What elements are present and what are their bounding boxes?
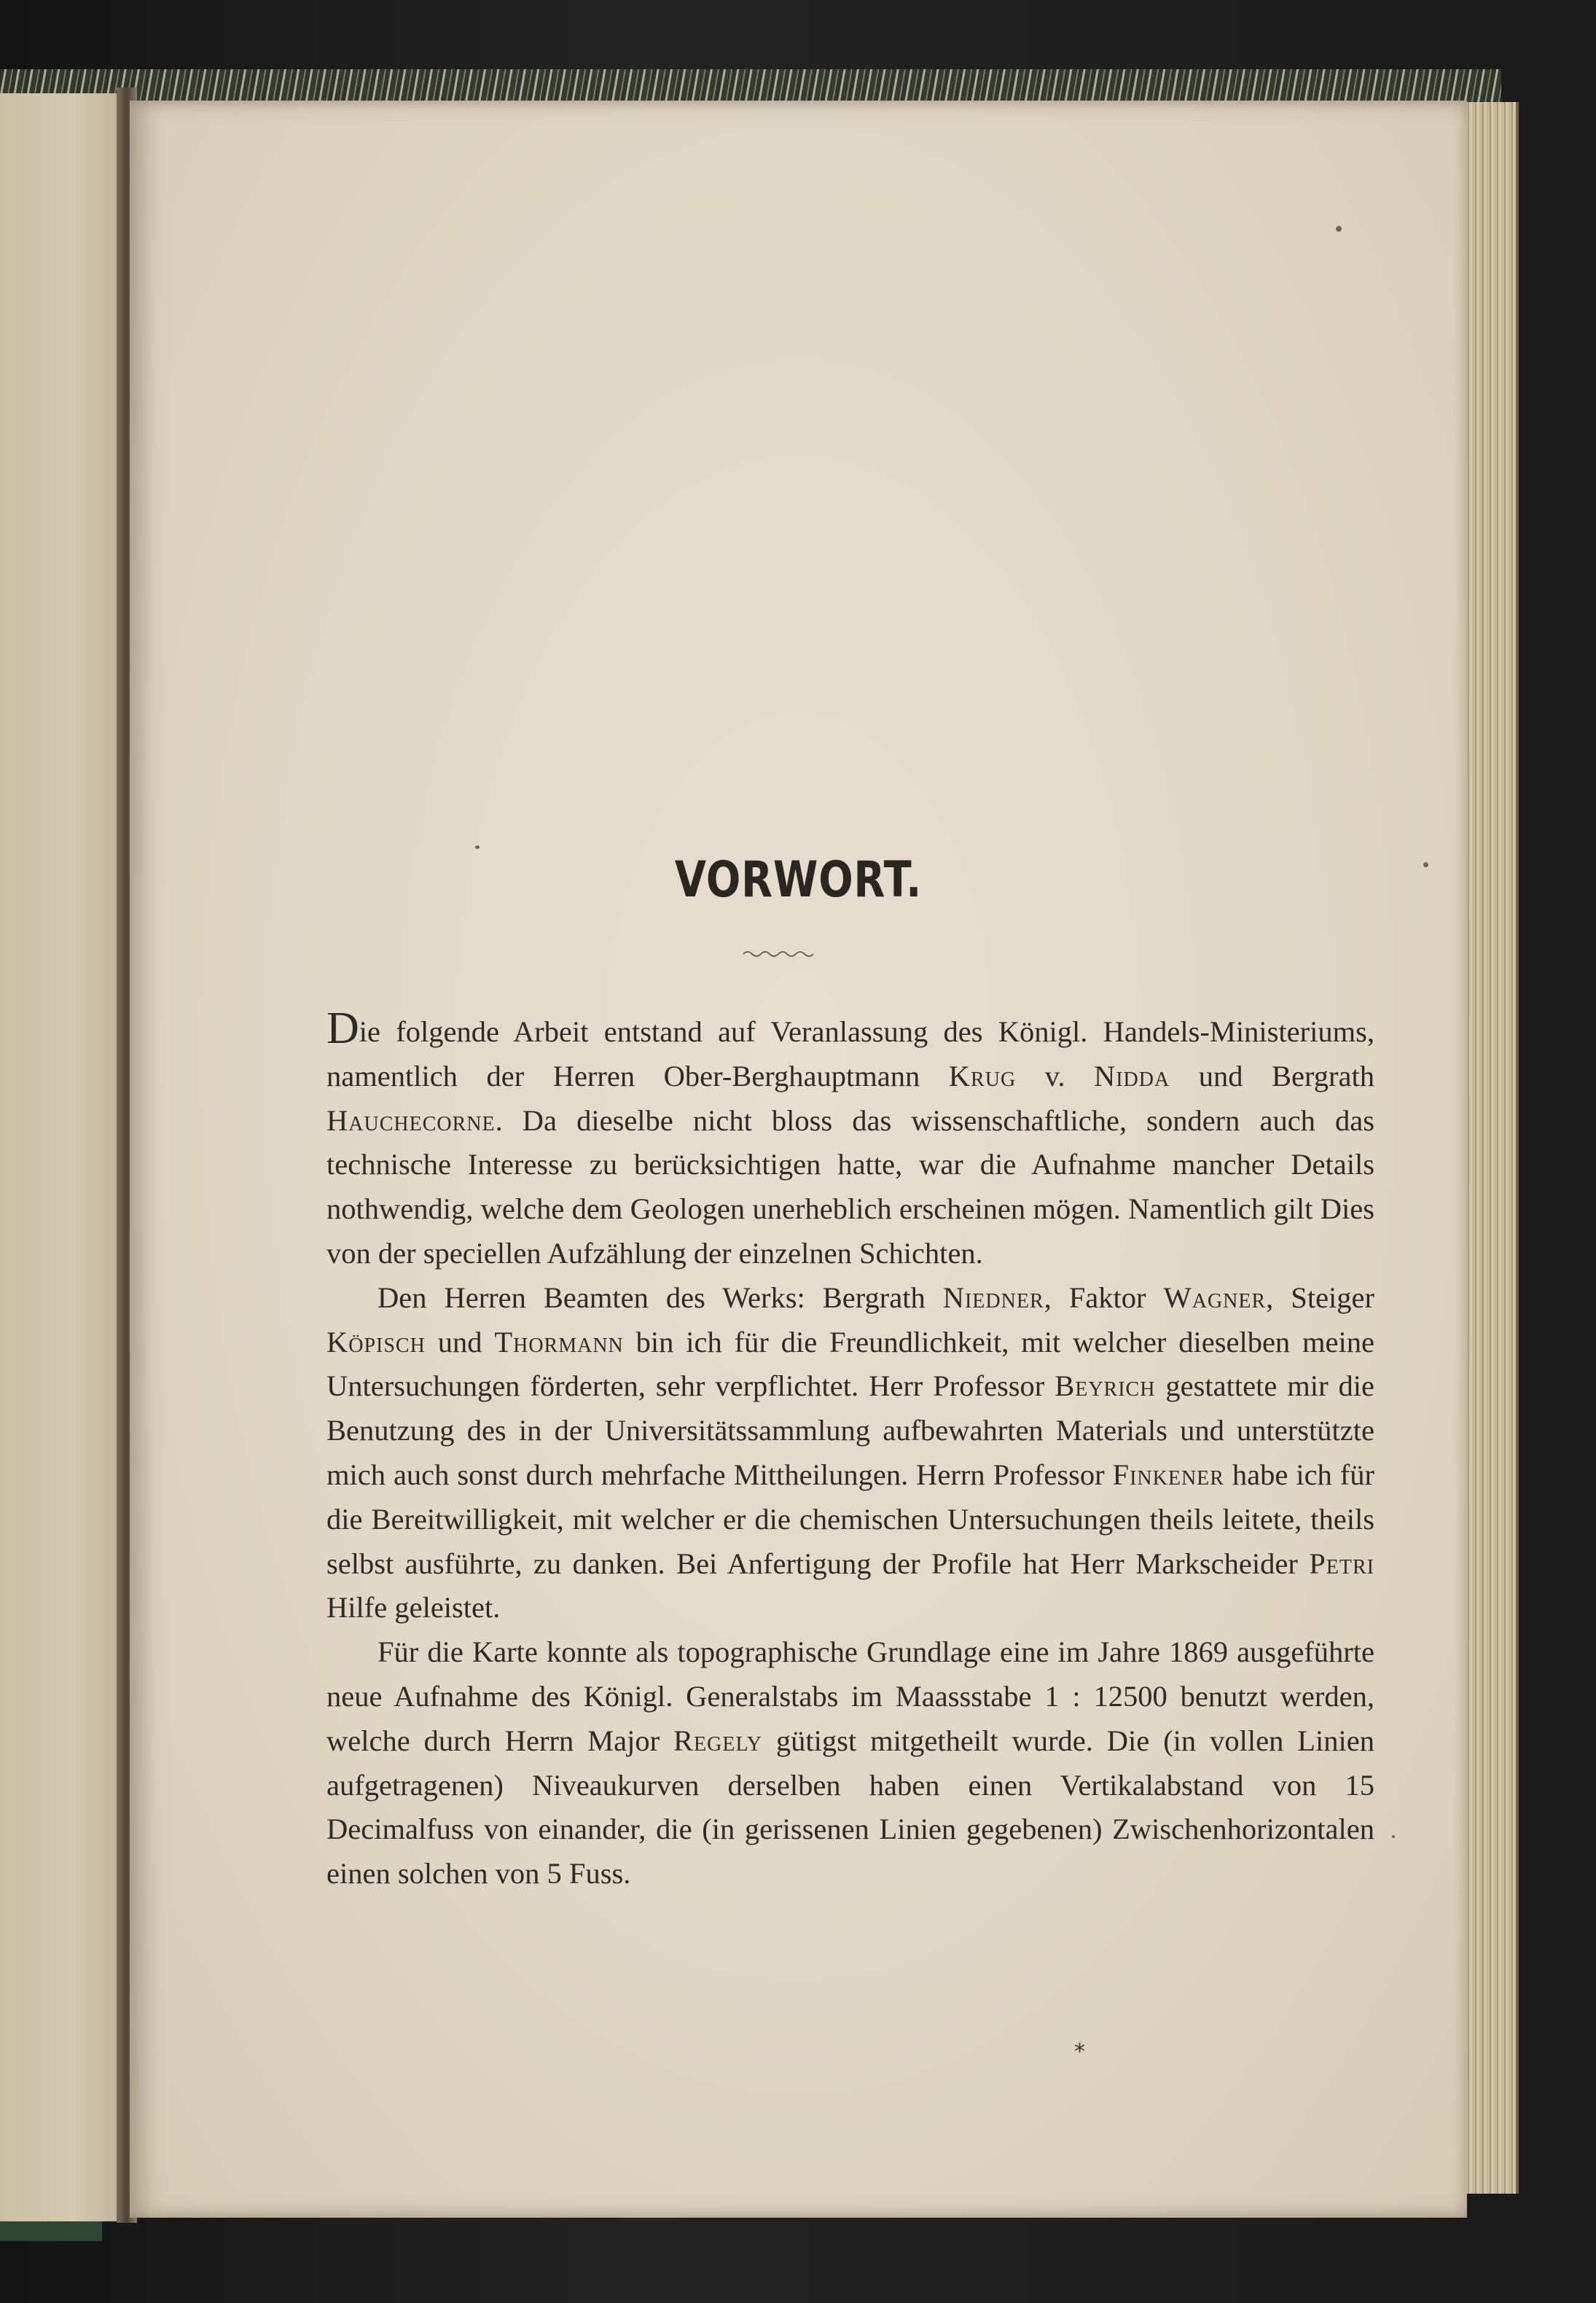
text-run: habe ich für die Bereitwilligkeit, mit welcher er die chemischen Untersuchungen theils leitete, theils selbst ausführte, zu danken. Bei Anfertigung der Profile hat Herr Markscheider xyxy=(326,1458,1374,1580)
paragraph xyxy=(326,1276,1374,1630)
text-run: bin ich für die Freundlichkeit, mit welcher dieselben meine Untersuchungen förderten, sehr verpflichtet. Herr Professor xyxy=(326,1325,1375,1403)
text-run: , Faktor xyxy=(1044,1280,1164,1314)
text-run: gütigst mitgetheilt wurde. Die (in vollen Linien aufgetragenen) Niveaukurven derselben haben einen Vertikalabstand von 15 Decimalfuss von einander, die (in gerissenen Linien gegebenen) Zwischenhorizontalen einen solchen von 5 Fuss. xyxy=(326,1724,1374,1891)
drop-initial: D xyxy=(326,1004,359,1053)
paragraph xyxy=(326,1004,1374,1276)
person-name: Thormann xyxy=(494,1325,624,1358)
text-run: und xyxy=(425,1325,495,1358)
paper-speck xyxy=(1423,862,1428,867)
previous-page-edge xyxy=(0,93,124,2221)
title-ornament xyxy=(742,947,815,959)
person-name: Köpisch xyxy=(326,1325,426,1358)
paragraph xyxy=(326,1630,1374,1896)
person-name: Nidda xyxy=(1093,1059,1170,1092)
person-name: Beyrich xyxy=(1055,1369,1156,1403)
person-name: Petri xyxy=(1309,1547,1374,1580)
text-run: und Bergrath xyxy=(1170,1059,1374,1092)
signature-mark: * xyxy=(1074,2039,1085,2065)
text-run: Den Herren Beamten des Werks: Bergrath xyxy=(378,1280,943,1314)
person-name: Regely xyxy=(673,1724,762,1757)
text-run: v. xyxy=(1016,1059,1094,1092)
book-page xyxy=(130,101,1467,2218)
text-run: ie folgende Arbeit entstand auf Veranlassung des Königl. Handels-Ministeriums, namentlich der Herren Ober-Berghauptmann xyxy=(326,1015,1374,1092)
paper-speck xyxy=(1336,226,1342,232)
text-run: gestattete mir die Benutzung des in der Universitätssammlung aufbewahrten Materials und unterstützte mich auch sonst durch mehrfache Mittheilungen. Herrn Professor xyxy=(326,1369,1374,1491)
paper-speck xyxy=(475,845,480,849)
paper-speck xyxy=(1392,1835,1395,1838)
person-name: Krug xyxy=(948,1059,1017,1092)
text-run: . Da dieselbe nicht bloss das wissenschaftliche, sondern auch das technische Interesse zu berücksichtigen hatte, war die Aufnahme mancher Details nothwendig, welche dem Geologen unerheblich erscheinen mögen. Namentlich gilt Dies von der speciellen Aufzählung der einzelnen Schichten. xyxy=(326,1103,1374,1270)
person-name: Wagner xyxy=(1163,1280,1267,1314)
person-name: Hauchecorne xyxy=(326,1103,496,1137)
preface-text xyxy=(326,1004,1375,1896)
text-run: , Steiger xyxy=(1266,1280,1375,1314)
text-run: Für die Karte konnte als topographische Grundlage eine im Jahre 1869 ausgeführte neue Aufnahme des Königl. Generalstabs im Maassstabe 1 : 12500 benutzt werden, welche durch Herrn Major xyxy=(326,1635,1374,1757)
person-name: Finkener xyxy=(1112,1458,1224,1491)
page-title: VORWORT. xyxy=(674,851,923,909)
text-run: Hilfe geleistet. xyxy=(326,1591,501,1624)
person-name: Niedner xyxy=(942,1280,1044,1314)
